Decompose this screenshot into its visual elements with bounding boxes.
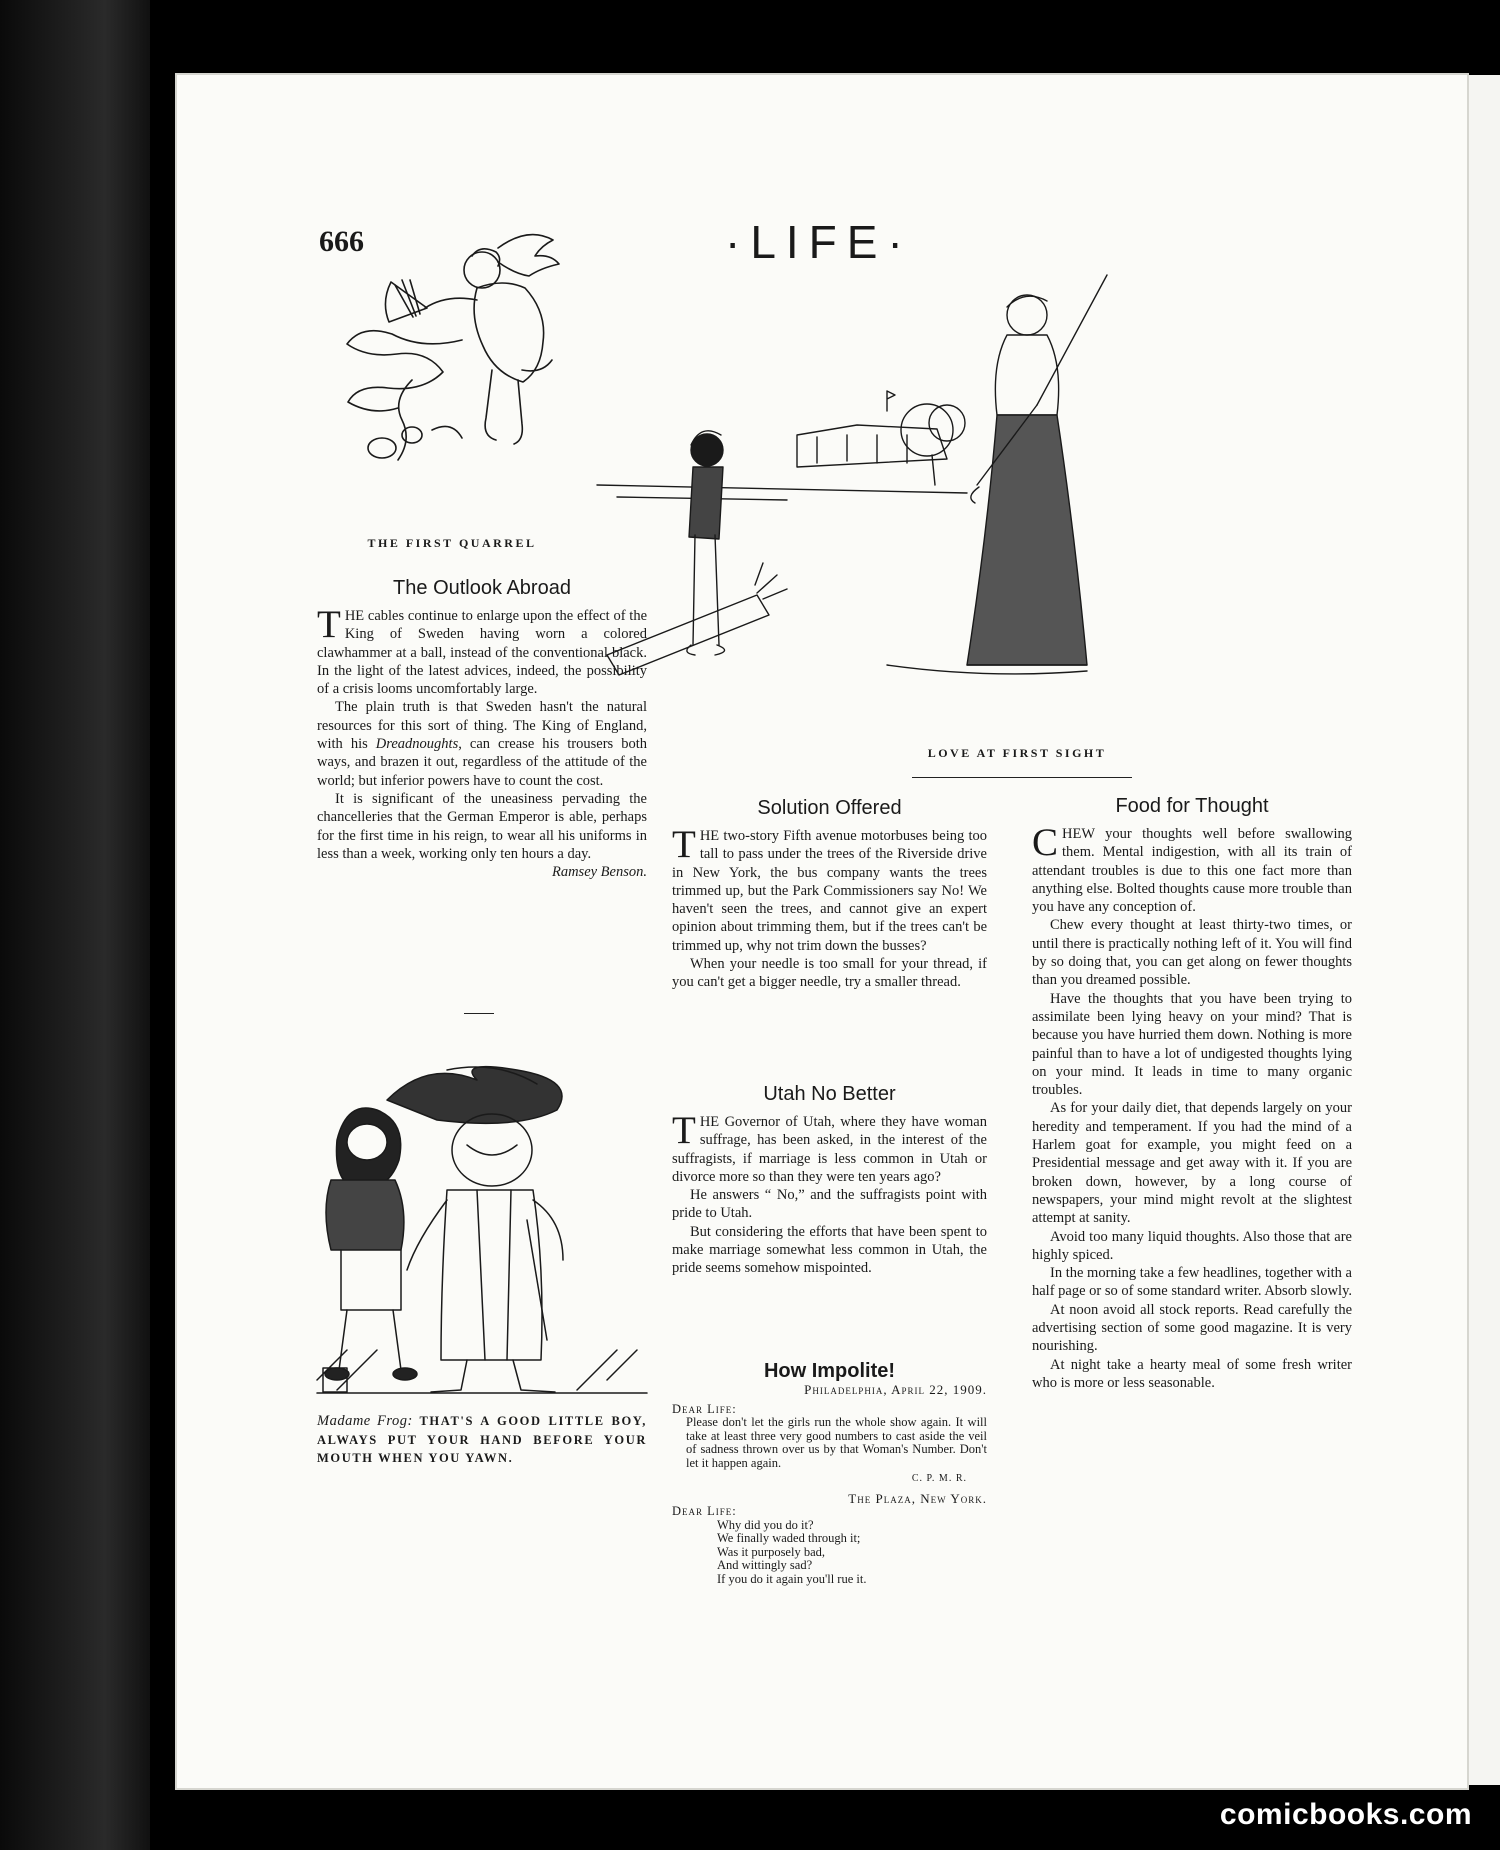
frog-caption	[317, 1412, 647, 1468]
frog-caption-text: THAT'S A GOOD LITTLE BOY, ALWAYS PUT YOUR HAND BEFORE YOUR MOUTH WHEN YOU YAWN.	[317, 1414, 648, 1465]
impolite-letter-1: Please don't let the girls run the whole show again. It will take at least three very good numbers to cast aside the veil of sadness thrown over us by that Woman's Number. Don't let it happen again.	[686, 1415, 987, 1470]
impolite-verse-line-3: Was it purposely bad,	[717, 1544, 826, 1559]
impolite-salutation-2: Dear Life:	[672, 1504, 737, 1518]
food-paragraph-2: Chew every thought at least thirty-two times, or until there is practically nothing left of it. You will find by so doing that, you can get along on fewer thoughts than you dreamed possible.	[1032, 917, 1352, 989]
outlook-paragraph-3: It is significant of the uneasiness pervading the chancelleries that the German Emperor is able, perhaps for the first time in his reign, to wear all his uniforms in less than a week, working only ten hours a day.	[317, 790, 647, 862]
frog-caption-speaker: Madame Frog:	[317, 1413, 413, 1429]
impolite-heading: How Impolite!	[763, 1360, 896, 1382]
food-paragraph-3: Have the thoughts that you have been trying to assimilate been lying heavy on your mind? That is because you have hurried them down. Nothing is more painful than to have a lot of undigested thoughts lying on your mind. It leads in time to many organic troubles.	[1032, 990, 1352, 1099]
food-paragraph-1: HEW your thoughts well before swallowing them. Mental indigestion, with all its train of attendant troubles is due to this one fact more than anything else. Bolted thoughts cause more trouble than you have any conception of.	[1032, 826, 1352, 916]
food-paragraph-5: Avoid too many liquid thoughts. Also those that are highly spiced.	[1032, 1228, 1352, 1263]
food-paragraph-6: In the morning take a few headlines, together with a half page or so of some standard writer. Absorb slowly.	[1032, 1265, 1353, 1300]
solution-heading: Solution Offered	[757, 797, 902, 819]
solution-paragraph-1: HE two-story Fifth avenue motorbuses being too tall to pass under the trees of the Riverside drive in New York, the bus company wants the trees trimmed up, but the Park Commissioners say No! We haven't seen the trees, and cannot give an expert opinion about trimming them, but if the trees can't be trimmed up, why not trim down the busses?	[672, 828, 987, 954]
magazine-page	[175, 73, 1469, 1790]
utah-paragraph-2: He answers “ No,” and the suffragists point with pride to Utah.	[672, 1187, 987, 1222]
impolite-verse-line-1: Why did you do it?	[717, 1517, 814, 1532]
page-number: 666	[319, 225, 364, 258]
utah-dropcap: T	[672, 1109, 696, 1152]
impolite-salutation-1: Dear Life:	[672, 1401, 737, 1416]
solution-dropcap: T	[672, 823, 696, 866]
impolite-verse-line-5: If you do it again you'll rue it.	[717, 1571, 867, 1586]
golf-caption: LOVE AT FIRST SIGHT	[927, 746, 1107, 760]
outlook-signature: Ramsey Benson.	[551, 864, 647, 881]
outlook-heading: The Outlook Abroad	[393, 577, 571, 599]
food-paragraph-8: At night take a hearty meal of some fresh writer who is more or less seasonable.	[1032, 1356, 1352, 1391]
outlook-italic-dreadnoughts: Dreadnoughts	[375, 736, 459, 753]
scan-dark-margin	[0, 0, 150, 1850]
cupid-illustration	[312, 230, 612, 490]
utah-heading: Utah No Better	[763, 1083, 896, 1105]
utah-article	[672, 1109, 987, 1278]
frog-illustration	[317, 1050, 647, 1395]
golf-caption-rule	[912, 777, 1132, 778]
watermark-text: comicbooks.com	[1219, 1798, 1472, 1831]
golf-illustration	[587, 235, 1117, 715]
impolite-address: The Plaza, New York.	[848, 1490, 987, 1506]
outlook-paragraph-1: HE cables continue to enlarge upon the effect of the King of Sweden having worn a colored clawhammer at a ball, instead of the conventional black. In the light of the latest advices, indeed, the possibility of a crisis looms uncomfortably large.	[317, 608, 647, 698]
utah-paragraph-1: HE Governor of Utah, where they have woman suffrage, has been asked, in the interest of the suffragists, if marriage is less common in Utah or divorce more so than they were ten years ago?	[672, 1114, 987, 1185]
impolite-verse-line-2: We finally waded through it;	[717, 1531, 861, 1545]
food-dropcap: C	[1032, 821, 1059, 864]
masthead-title: ·LIFE·	[725, 216, 913, 268]
impolite-dateline: Philadelphia, April 22, 1909.	[804, 1382, 987, 1397]
food-heading: Food for Thought	[1115, 795, 1269, 817]
food-paragraph-4: As for your daily diet, that depends largely on your heredity and temperament. If you had the mind of a Harlem goat for example, you might feed on a Presidential message and get away with it. If you are broken down, however, by a long course of newspapers, your mind might revolt at the slightest attempt at sanity.	[1032, 1100, 1352, 1227]
solution-article	[672, 823, 987, 992]
cupid-caption: THE FIRST QUARREL	[367, 536, 537, 550]
food-paragraph-7: At noon avoid all stock reports. Read carefully the advertising section of some good magazine. It is very nourishing.	[1032, 1301, 1352, 1355]
outlook-dropcap: T	[317, 603, 341, 646]
next-page-edge	[1468, 75, 1500, 1785]
outlook-article	[317, 603, 647, 881]
impolite-letters	[672, 1383, 987, 1586]
outlook-end-rule	[464, 1013, 494, 1014]
solution-paragraph-2: When your needle is too small for your thread, if you can't get a bigger needle, try a smaller thread.	[672, 956, 987, 991]
utah-paragraph-3: But considering the efforts that have been spent to make marriage somewhat less common in Utah, the pride seems somehow mispointed.	[672, 1223, 987, 1277]
food-article	[1032, 821, 1353, 1392]
outlook-paragraph-2b: , can crease his trousers both ways, and brazen it out, regardless of the attitude of the world; but inferior powers have to count the cost.	[317, 736, 647, 789]
outlook-paragraph-2a: The plain truth is that Sweden hasn't the natural resources for this sort of thing. The King of England, with his	[317, 699, 647, 753]
impolite-initials: C. P. M. R.	[911, 1473, 967, 1484]
impolite-verse-line-4: And wittingly sad?	[717, 1558, 813, 1572]
